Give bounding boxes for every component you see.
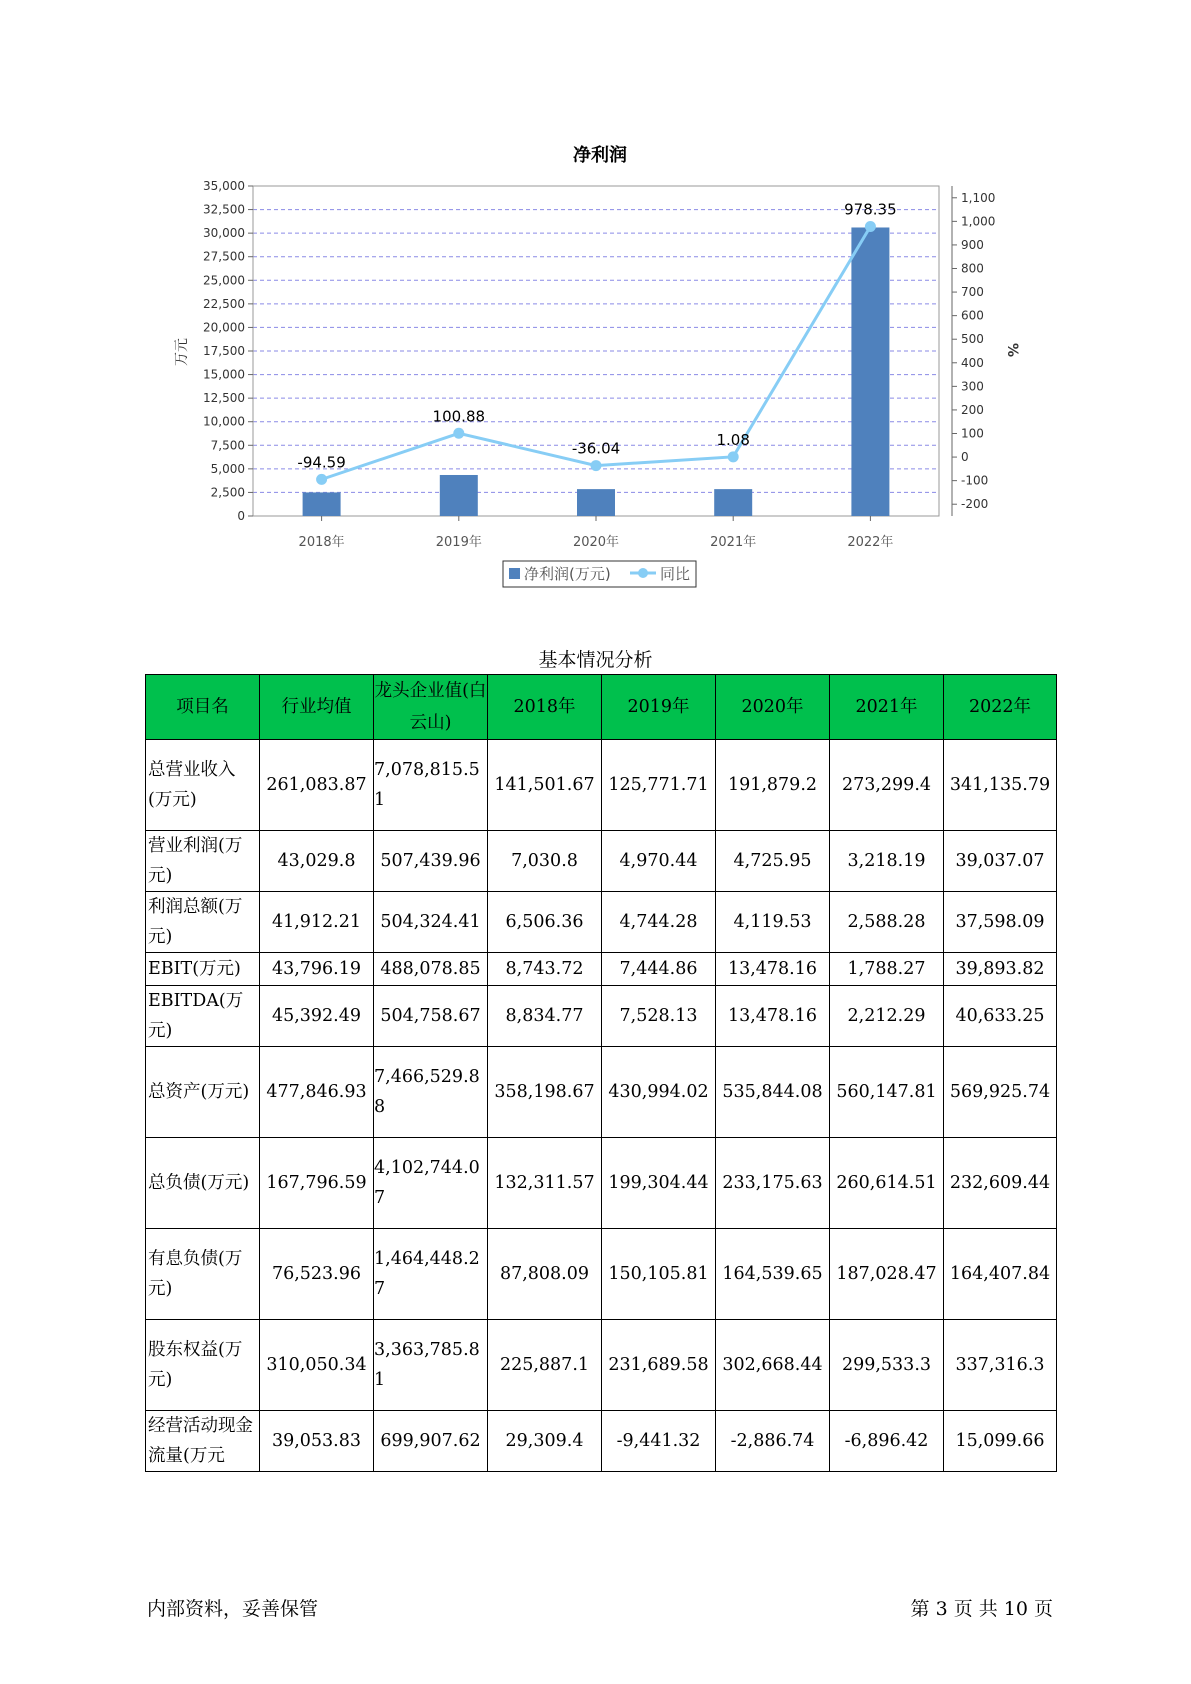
left-y-axis xyxy=(203,179,253,523)
y2-tick-label: 100 xyxy=(961,426,984,441)
value-cell: 39,037.07 xyxy=(944,831,1057,892)
table-header-row xyxy=(146,675,1057,740)
value-cell: 2,212.29 xyxy=(830,986,944,1047)
table-row xyxy=(146,1320,1057,1411)
value-cell: 164,539.65 xyxy=(716,1229,830,1320)
table-row xyxy=(146,892,1057,953)
table-caption: 基本情况分析 xyxy=(538,649,653,671)
yoy-point xyxy=(728,451,739,462)
value-cell: 191,879.2 xyxy=(716,740,830,831)
value-cell: 1,464,448.27 xyxy=(374,1229,488,1320)
net-profit-bars xyxy=(303,227,890,516)
row-name-cell: EBITDA(万元) xyxy=(146,986,260,1047)
value-cell: 430,994.02 xyxy=(602,1047,716,1138)
value-cell: 76,523.96 xyxy=(260,1229,374,1320)
yoy-data-label: 978.35 xyxy=(844,200,897,219)
table-row xyxy=(146,1047,1057,1138)
value-cell: 261,083.87 xyxy=(260,740,374,831)
footer-page-number: 第 3 页 共 10 页 xyxy=(910,1598,1053,1620)
y2-tick-label: 600 xyxy=(961,308,984,323)
y-tick-label: 22,500 xyxy=(203,296,245,311)
table-row xyxy=(146,740,1057,831)
value-cell: 39,053.83 xyxy=(260,1411,374,1472)
yoy-point xyxy=(316,474,327,485)
value-cell: 231,689.58 xyxy=(602,1320,716,1411)
row-name-cell: 总负债(万元) xyxy=(146,1138,260,1229)
x-tick-label: 2020年 xyxy=(572,535,620,550)
value-cell: 310,050.34 xyxy=(260,1320,374,1411)
yoy-line-series xyxy=(297,200,896,484)
row-name-cell: 营业利润(万元) xyxy=(146,831,260,892)
value-cell: 4,119.53 xyxy=(716,892,830,953)
value-cell: 3,218.19 xyxy=(830,831,944,892)
table-row xyxy=(146,1138,1057,1229)
value-cell: 37,598.09 xyxy=(944,892,1057,953)
right-y-axis xyxy=(952,186,995,516)
legend-line-marker xyxy=(638,568,648,578)
table-row xyxy=(146,986,1057,1047)
value-cell: 1,788.27 xyxy=(830,953,944,986)
bar-net-profit xyxy=(714,489,752,516)
x-axis xyxy=(299,516,894,550)
value-cell: 3,363,785.81 xyxy=(374,1320,488,1411)
row-name-cell: 利润总额(万元) xyxy=(146,892,260,953)
y2-tick-label: 400 xyxy=(961,355,984,370)
value-cell: 488,078.85 xyxy=(374,953,488,986)
table-header-cell: 龙头企业值(白云山) xyxy=(374,675,488,740)
bar-net-profit xyxy=(303,492,341,516)
chart-legend xyxy=(503,561,696,587)
value-cell: 43,796.19 xyxy=(260,953,374,986)
value-cell: -2,886.74 xyxy=(716,1411,830,1472)
value-cell: 6,506.36 xyxy=(488,892,602,953)
yoy-data-label: 1.08 xyxy=(716,430,750,449)
table-header-cell: 项目名 xyxy=(146,675,260,740)
value-cell: 167,796.59 xyxy=(260,1138,374,1229)
value-cell: 260,614.51 xyxy=(830,1138,944,1229)
table-header-cell: 行业均值 xyxy=(260,675,374,740)
x-tick-label: 2022年 xyxy=(847,535,894,550)
y2-tick-label: 500 xyxy=(961,332,984,347)
table-header-cell: 2018年 xyxy=(488,675,602,740)
value-cell: 8,743.72 xyxy=(488,953,602,986)
value-cell: 225,887.1 xyxy=(488,1320,602,1411)
y-tick-label: 20,000 xyxy=(203,320,245,335)
y2-tick-label: 0 xyxy=(961,450,969,465)
yoy-data-label: 100.88 xyxy=(432,407,486,426)
value-cell: 507,439.96 xyxy=(374,831,488,892)
value-cell: 337,316.3 xyxy=(944,1320,1057,1411)
value-cell: -6,896.42 xyxy=(830,1411,944,1472)
value-cell: 233,175.63 xyxy=(716,1138,830,1229)
y-tick-label: 32,500 xyxy=(203,202,245,217)
value-cell: 8,834.77 xyxy=(488,986,602,1047)
value-cell: 187,028.47 xyxy=(830,1229,944,1320)
row-name-cell: 有息负债(万元) xyxy=(146,1229,260,1320)
yoy-data-label: -94.59 xyxy=(297,453,346,472)
table-row xyxy=(146,1411,1057,1472)
value-cell: 4,725.95 xyxy=(716,831,830,892)
yoy-point xyxy=(453,428,464,439)
value-cell: 302,668.44 xyxy=(716,1320,830,1411)
value-cell: 29,309.4 xyxy=(488,1411,602,1472)
row-name-cell: 总营业收入(万元) xyxy=(146,740,260,831)
y2-tick-label: 800 xyxy=(961,261,984,276)
y2-tick-label: 900 xyxy=(961,237,984,252)
y-tick-label: 10,000 xyxy=(203,414,245,429)
value-cell: 15,099.66 xyxy=(944,1411,1057,1472)
y2-tick-label: 200 xyxy=(961,402,984,417)
y2-tick-label: 300 xyxy=(961,379,984,394)
y2-tick-label: 1,100 xyxy=(961,190,996,205)
y-tick-label: 2,500 xyxy=(210,485,245,500)
right-axis-label: % xyxy=(1004,342,1020,358)
value-cell: 41,912.21 xyxy=(260,892,374,953)
legend-bar-label: 净利润(万元) xyxy=(524,565,611,583)
value-cell: 43,029.8 xyxy=(260,831,374,892)
y-tick-label: 30,000 xyxy=(203,226,245,241)
value-cell: 4,744.28 xyxy=(602,892,716,953)
table-header-cell: 2020年 xyxy=(716,675,830,740)
value-cell: 132,311.57 xyxy=(488,1138,602,1229)
value-cell: 560,147.81 xyxy=(830,1047,944,1138)
row-name-cell: 经营活动现金流量(万元 xyxy=(146,1411,260,1472)
left-axis-label: 万元 xyxy=(174,338,190,366)
x-tick-label: 2019年 xyxy=(435,535,482,550)
y-tick-label: 12,500 xyxy=(203,391,245,406)
value-cell: 504,758.67 xyxy=(374,986,488,1047)
table-row xyxy=(146,1229,1057,1320)
value-cell: 4,970.44 xyxy=(602,831,716,892)
y2-tick-label: 1,000 xyxy=(961,214,996,229)
y-tick-label: 35,000 xyxy=(203,179,245,193)
value-cell: 232,609.44 xyxy=(944,1138,1057,1229)
y2-tick-label: 700 xyxy=(961,285,984,300)
y-tick-label: 27,500 xyxy=(203,249,245,264)
table-header-cell: 2021年 xyxy=(830,675,944,740)
value-cell: 569,925.74 xyxy=(944,1047,1057,1138)
legend-bar-swatch xyxy=(509,568,520,579)
value-cell: 341,135.79 xyxy=(944,740,1057,831)
value-cell: 477,846.93 xyxy=(260,1047,374,1138)
value-cell: 273,299.4 xyxy=(830,740,944,831)
y-tick-label: 0 xyxy=(237,509,245,523)
bar-net-profit xyxy=(851,227,889,516)
value-cell: 141,501.67 xyxy=(488,740,602,831)
x-tick-label: 2018年 xyxy=(298,535,345,550)
net-profit-chart xyxy=(0,0,1191,600)
x-tick-label: 2021年 xyxy=(710,535,757,550)
y-tick-label: 5,000 xyxy=(210,461,245,476)
value-cell: 125,771.71 xyxy=(602,740,716,831)
value-cell: 358,198.67 xyxy=(488,1047,602,1138)
y2-tick-label: -100 xyxy=(961,473,989,488)
row-name-cell: 总资产(万元) xyxy=(146,1047,260,1138)
table-header-cell: 2022年 xyxy=(944,675,1057,740)
yoy-data-label: -36.04 xyxy=(571,439,621,458)
chart-title: 净利润 xyxy=(573,145,627,166)
value-cell: 13,478.16 xyxy=(716,986,830,1047)
value-cell: 150,105.81 xyxy=(602,1229,716,1320)
y2-tick-label: -200 xyxy=(961,497,989,512)
value-cell: 7,466,529.88 xyxy=(374,1047,488,1138)
value-cell: 7,444.86 xyxy=(602,953,716,986)
value-cell: -9,441.32 xyxy=(602,1411,716,1472)
table-body xyxy=(146,740,1057,1472)
value-cell: 2,588.28 xyxy=(830,892,944,953)
table-row xyxy=(146,831,1057,892)
yoy-point xyxy=(591,460,602,471)
value-cell: 164,407.84 xyxy=(944,1229,1057,1320)
table-header-cell: 2019年 xyxy=(602,675,716,740)
table-row xyxy=(146,953,1057,986)
value-cell: 45,392.49 xyxy=(260,986,374,1047)
value-cell: 87,808.09 xyxy=(488,1229,602,1320)
value-cell: 40,633.25 xyxy=(944,986,1057,1047)
bar-net-profit xyxy=(577,489,615,516)
value-cell: 7,078,815.51 xyxy=(374,740,488,831)
value-cell: 699,907.62 xyxy=(374,1411,488,1472)
value-cell: 7,030.8 xyxy=(488,831,602,892)
value-cell: 199,304.44 xyxy=(602,1138,716,1229)
y-tick-label: 15,000 xyxy=(203,367,245,382)
row-name-cell: EBIT(万元) xyxy=(146,953,260,986)
y-tick-label: 25,000 xyxy=(203,273,245,288)
y-tick-label: 7,500 xyxy=(210,438,245,453)
value-cell: 504,324.41 xyxy=(374,892,488,953)
value-cell: 7,528.13 xyxy=(602,986,716,1047)
yoy-point xyxy=(865,221,876,232)
value-cell: 299,533.3 xyxy=(830,1320,944,1411)
bar-net-profit xyxy=(440,475,478,516)
row-name-cell: 股东权益(万元) xyxy=(146,1320,260,1411)
value-cell: 535,844.08 xyxy=(716,1047,830,1138)
basic-analysis-table xyxy=(145,674,1057,1472)
y-tick-label: 17,500 xyxy=(203,344,245,358)
footer-confidential: 内部资料，妥善保管 xyxy=(147,1598,319,1620)
value-cell: 4,102,744.07 xyxy=(374,1138,488,1229)
legend-line-label: 同比 xyxy=(660,565,691,583)
value-cell: 13,478.16 xyxy=(716,953,830,986)
value-cell: 39,893.82 xyxy=(944,953,1057,986)
